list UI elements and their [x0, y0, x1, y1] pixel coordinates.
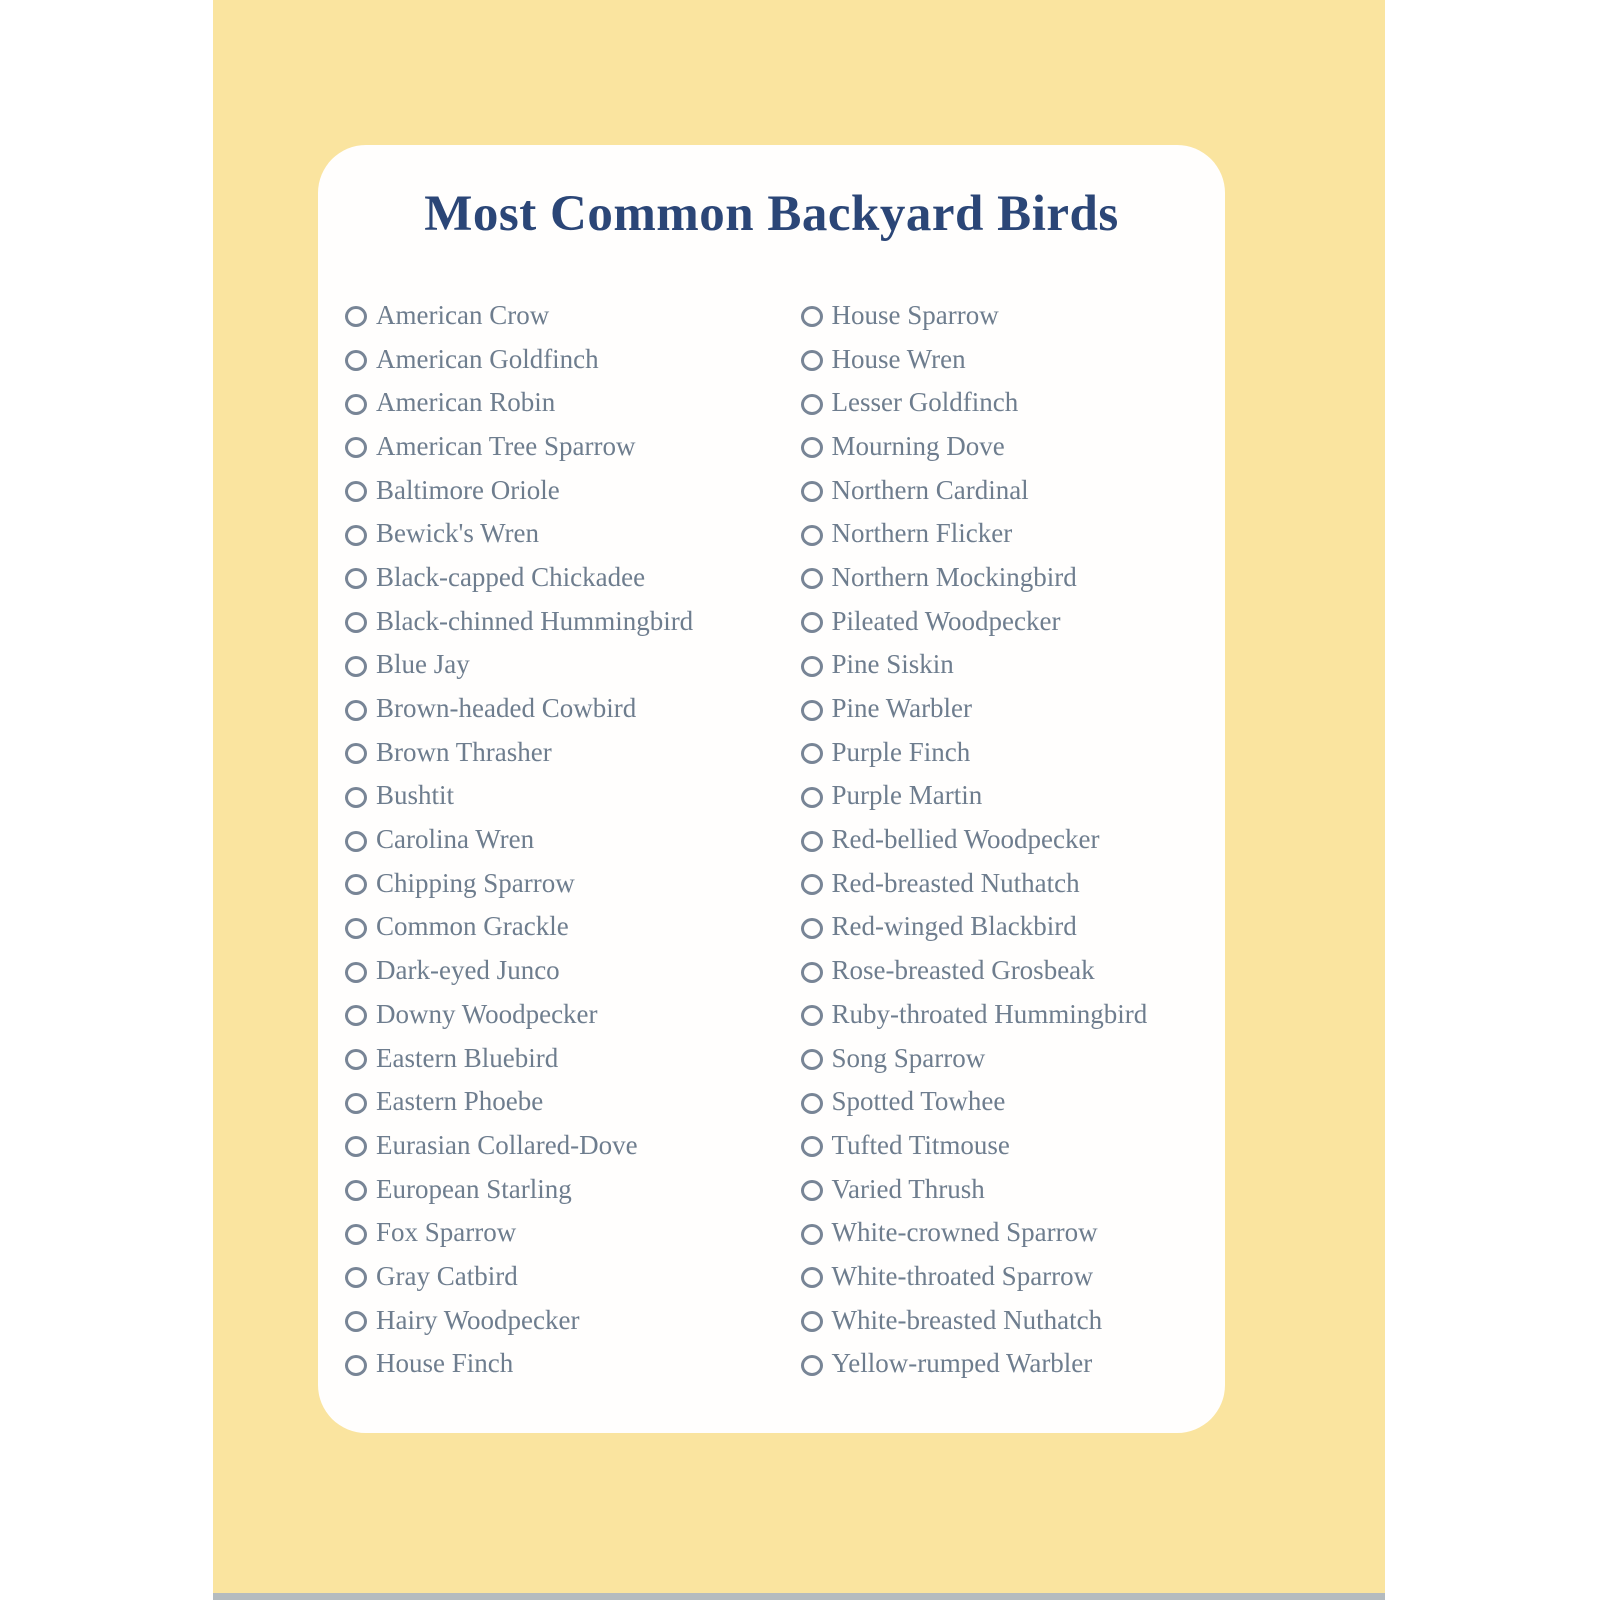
bird-name-label: Blue Jay [376, 649, 470, 680]
checklist-item [801, 907, 1226, 951]
checklist-item [801, 1300, 1226, 1344]
checklist-card [318, 145, 1225, 1433]
checklist-item [801, 470, 1226, 514]
checklist-item [801, 994, 1226, 1038]
bird-name-label: Fox Sparrow [376, 1217, 517, 1248]
checklist-item [801, 645, 1226, 689]
checklist-columns [318, 295, 1225, 1387]
bird-name-label: American Tree Sparrow [376, 430, 636, 461]
checklist-item [801, 295, 1226, 339]
bird-name-label: American Goldfinch [376, 343, 599, 374]
checkbox-circle-icon[interactable] [801, 700, 823, 721]
checklist-item [345, 382, 772, 426]
bird-name-label: Hairy Woodpecker [376, 1304, 580, 1335]
checkbox-circle-icon[interactable] [345, 1005, 367, 1026]
checklist-item [345, 295, 772, 339]
checkbox-circle-icon[interactable] [345, 1267, 367, 1288]
checklist-item [345, 819, 772, 863]
bird-name-label: Song Sparrow [831, 1042, 986, 1073]
checklist-item [801, 776, 1226, 820]
checkbox-circle-icon[interactable] [345, 612, 367, 633]
checklist-item [801, 339, 1226, 383]
bird-name-label: Brown Thrasher [376, 736, 552, 767]
bird-name-label: Ruby-throated Hummingbird [831, 998, 1148, 1029]
checkbox-circle-icon[interactable] [801, 437, 823, 458]
checkbox-circle-icon[interactable] [801, 1136, 823, 1157]
checklist-item [801, 382, 1226, 426]
checkbox-circle-icon[interactable] [801, 1224, 823, 1245]
checklist-item [801, 688, 1226, 732]
checkbox-circle-icon[interactable] [801, 1093, 823, 1114]
bird-name-label: Lesser Goldfinch [831, 387, 1019, 418]
checklist-column-right [772, 295, 1226, 1387]
checklist-column-left [318, 295, 772, 1387]
checklist-item [345, 950, 772, 994]
checkbox-circle-icon[interactable] [801, 350, 823, 371]
checklist-item [345, 776, 772, 820]
checklist-item [345, 645, 772, 689]
checklist-item [801, 1038, 1226, 1082]
checklist-item [801, 601, 1226, 645]
checkbox-circle-icon[interactable] [801, 962, 823, 983]
bird-name-label: Bewick's Wren [376, 518, 539, 549]
bird-name-label: Purple Martin [831, 780, 983, 811]
checklist-item [345, 1212, 772, 1256]
checklist-item [801, 1125, 1226, 1169]
page-title: Most Common Backyard Birds [424, 186, 1119, 242]
checkbox-circle-icon[interactable] [801, 1311, 823, 1332]
checklist-item [345, 688, 772, 732]
checklist-item [345, 1256, 772, 1300]
bird-name-label: White-crowned Sparrow [831, 1217, 1098, 1248]
checklist-item [801, 1081, 1226, 1125]
checklist-item [801, 1344, 1226, 1388]
checklist-item [345, 732, 772, 776]
checkbox-circle-icon[interactable] [801, 568, 823, 589]
checkbox-circle-icon[interactable] [345, 1224, 367, 1245]
checkbox-circle-icon[interactable] [345, 1180, 367, 1201]
checkbox-circle-icon[interactable] [345, 831, 367, 852]
checklist-item [801, 950, 1226, 994]
checkbox-circle-icon[interactable] [801, 1180, 823, 1201]
bird-name-label: Northern Flicker [831, 518, 1013, 549]
checkbox-circle-icon[interactable] [345, 700, 367, 721]
checklist-item [345, 426, 772, 470]
bird-name-label: Northern Mockingbird [831, 561, 1077, 592]
bird-name-label: European Starling [376, 1173, 572, 1204]
checkbox-circle-icon[interactable] [345, 481, 367, 502]
checklist-item [345, 1169, 772, 1213]
bird-name-label: House Finch [376, 1348, 514, 1379]
bird-name-label: Dark-eyed Junco [376, 955, 560, 986]
checklist-item [345, 339, 772, 383]
checkbox-circle-icon[interactable] [345, 568, 367, 589]
checklist-item [345, 601, 772, 645]
checkbox-circle-icon[interactable] [801, 612, 823, 633]
bird-name-label: Northern Cardinal [831, 474, 1029, 505]
bird-name-label: Mourning Dove [831, 430, 1005, 461]
checklist-item [345, 1081, 772, 1125]
bird-name-label: House Wren [831, 343, 966, 374]
bird-name-label: Eastern Bluebird [376, 1042, 559, 1073]
checklist-item [801, 557, 1226, 601]
checklist-item [345, 1125, 772, 1169]
bird-name-label: Pileated Woodpecker [831, 605, 1061, 636]
checklist-item [345, 994, 772, 1038]
bird-name-label: Varied Thrush [831, 1173, 985, 1204]
checklist-item [345, 513, 772, 557]
checkbox-circle-icon[interactable] [801, 831, 823, 852]
checkbox-circle-icon[interactable] [345, 394, 367, 415]
checkbox-circle-icon[interactable] [345, 918, 367, 939]
bird-name-label: Pine Siskin [831, 649, 954, 680]
bird-name-label: Yellow-rumped Warbler [831, 1348, 1093, 1379]
checkbox-circle-icon[interactable] [801, 787, 823, 808]
checklist-item [345, 557, 772, 601]
bird-name-label: Black-chinned Hummingbird [376, 605, 694, 636]
bird-name-label: Red-breasted Nuthatch [831, 867, 1080, 898]
bird-name-label: House Sparrow [831, 299, 999, 330]
checkbox-circle-icon[interactable] [345, 1093, 367, 1114]
checklist-item [801, 1212, 1226, 1256]
bird-name-label: Carolina Wren [376, 824, 535, 855]
bird-name-label: White-throated Sparrow [831, 1260, 1094, 1291]
bird-name-label: Red-winged Blackbird [831, 911, 1077, 942]
checklist-item [801, 863, 1226, 907]
checkbox-circle-icon[interactable] [345, 787, 367, 808]
bird-name-label: Chipping Sparrow [376, 867, 575, 898]
checkbox-circle-icon[interactable] [801, 525, 823, 546]
bird-name-label: Gray Catbird [376, 1260, 518, 1291]
checkbox-circle-icon[interactable] [345, 1311, 367, 1332]
checkbox-circle-icon[interactable] [801, 1049, 823, 1070]
checklist-item [801, 1169, 1226, 1213]
bird-name-label: Tufted Titmouse [831, 1129, 1010, 1160]
checkbox-circle-icon[interactable] [801, 743, 823, 764]
bird-name-label: Downy Woodpecker [376, 998, 598, 1029]
checkbox-circle-icon[interactable] [801, 874, 823, 895]
checkbox-circle-icon[interactable] [345, 962, 367, 983]
checklist-item [801, 732, 1226, 776]
bird-name-label: American Robin [376, 387, 556, 418]
bird-name-label: Pine Warbler [831, 693, 973, 724]
checkbox-circle-icon[interactable] [345, 743, 367, 764]
yellow-background [213, 0, 1385, 1600]
checklist-item [345, 907, 772, 951]
checkbox-circle-icon[interactable] [345, 1355, 367, 1376]
checkbox-circle-icon[interactable] [801, 656, 823, 677]
checklist-item [801, 1256, 1226, 1300]
checkbox-circle-icon[interactable] [345, 525, 367, 546]
checkbox-circle-icon[interactable] [801, 1005, 823, 1026]
bird-name-label: Purple Finch [831, 736, 971, 767]
checkbox-circle-icon[interactable] [801, 918, 823, 939]
checkbox-circle-icon[interactable] [345, 306, 367, 327]
bird-name-label: Brown-headed Cowbird [376, 693, 637, 724]
checkbox-circle-icon[interactable] [801, 1267, 823, 1288]
checkbox-circle-icon[interactable] [801, 306, 823, 327]
checklist-item [801, 513, 1226, 557]
checkbox-circle-icon[interactable] [801, 481, 823, 502]
bird-name-label: Common Grackle [376, 911, 569, 942]
bird-name-label: Eurasian Collared-Dove [376, 1129, 638, 1160]
bottom-edge-strip [213, 1593, 1385, 1600]
checkbox-circle-icon[interactable] [345, 437, 367, 458]
checkbox-circle-icon[interactable] [801, 394, 823, 415]
checklist-item [345, 863, 772, 907]
bird-name-label: White-breasted Nuthatch [831, 1304, 1103, 1335]
checkbox-circle-icon[interactable] [345, 1049, 367, 1070]
checkbox-circle-icon[interactable] [345, 350, 367, 371]
checklist-item [345, 1038, 772, 1082]
bird-name-label: Spotted Towhee [831, 1086, 1006, 1117]
checkbox-circle-icon[interactable] [345, 656, 367, 677]
checklist-item [345, 1300, 772, 1344]
checkbox-circle-icon[interactable] [345, 1136, 367, 1157]
checkbox-circle-icon[interactable] [345, 874, 367, 895]
bird-name-label: Bushtit [376, 780, 455, 811]
bird-name-label: Eastern Phoebe [376, 1086, 544, 1117]
checklist-item [801, 426, 1226, 470]
bird-name-label: Baltimore Oriole [376, 474, 560, 505]
bird-name-label: Red-bellied Woodpecker [831, 824, 1100, 855]
bird-name-label: Rose-breasted Grosbeak [831, 955, 1095, 986]
bird-name-label: American Crow [376, 299, 550, 330]
checklist-item [345, 1344, 772, 1388]
checkbox-circle-icon[interactable] [801, 1355, 823, 1376]
checklist-item [801, 819, 1226, 863]
checklist-item [345, 470, 772, 514]
bird-name-label: Black-capped Chickadee [376, 561, 646, 592]
